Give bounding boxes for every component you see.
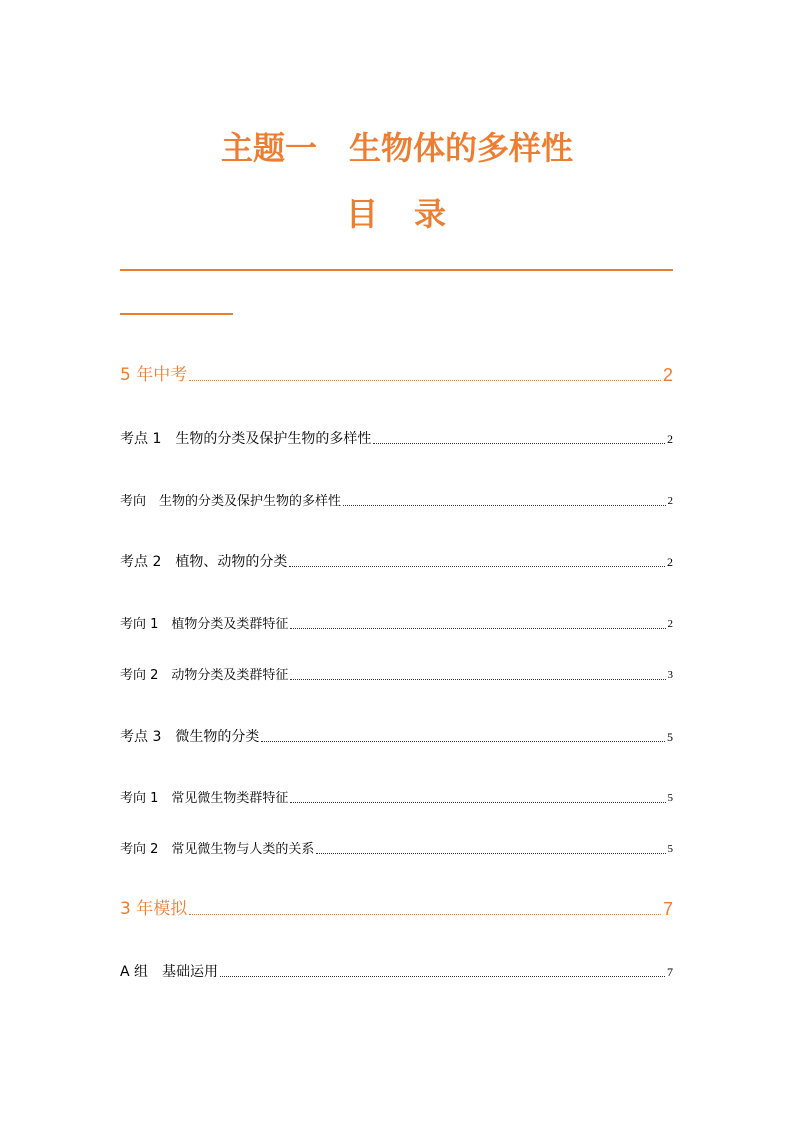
dot-leader: [189, 914, 661, 915]
divider-line-short: [120, 313, 233, 315]
toc-entry-page: 7: [667, 965, 673, 979]
toc-entry-label: 考向 2 常见微生物与人类的关系: [120, 842, 315, 857]
dot-leader: [343, 505, 665, 506]
toc-entry-direction[interactable]: [120, 667, 673, 684]
toc-entry-label: 3 年模拟: [120, 899, 188, 919]
toc-entry-label: 5 年中考: [120, 365, 188, 385]
dot-leader: [220, 976, 665, 977]
dot-leader: [289, 566, 665, 567]
toc-entry-label: 考向 1 植物分类及类群特征: [120, 617, 289, 632]
dot-leader: [290, 628, 665, 629]
toc-entry-page: 5: [667, 843, 673, 855]
toc-entry-page: 2: [667, 495, 673, 507]
toc-entry-page: 3: [667, 669, 673, 681]
dot-leader: [290, 802, 665, 803]
toc-entry-point[interactable]: [120, 553, 673, 571]
toc-entry-page: 2: [667, 618, 673, 630]
toc-entry-label: 考点 1 生物的分类及保护生物的多样性: [120, 431, 372, 447]
dot-leader: [189, 380, 661, 381]
toc-entry-page: 5: [667, 730, 673, 744]
toc-entry-point[interactable]: [120, 963, 673, 981]
toc-entry-point[interactable]: [120, 430, 673, 448]
toc-entry-direction[interactable]: [120, 790, 673, 807]
toc-entry-direction[interactable]: [120, 493, 673, 510]
divider-line: [120, 269, 673, 271]
toc-entry-section[interactable]: [120, 364, 673, 386]
toc-entry-label: 考向 生物的分类及保护生物的多样性: [120, 494, 342, 509]
dot-leader: [373, 443, 665, 444]
toc-entry-label: 考点 2 植物、动物的分类: [120, 554, 288, 570]
toc-entry-page: 7: [662, 899, 673, 919]
toc-entry-point[interactable]: [120, 728, 673, 746]
dot-leader: [316, 853, 665, 854]
toc-entry-page: 2: [662, 365, 673, 385]
toc-entry-page: 2: [667, 432, 673, 446]
toc-entry-page: 5: [667, 792, 673, 804]
toc-entry-label: A 组 基础运用: [120, 964, 219, 980]
toc-entry-label: 考点 3 微生物的分类: [120, 729, 260, 745]
dot-leader: [290, 679, 665, 680]
toc-entry-label: 考向 2 动物分类及类群特征: [120, 668, 289, 683]
toc-entry-label: 考向 1 常见微生物类群特征: [120, 791, 289, 806]
dot-leader: [261, 741, 665, 742]
toc-entry-page: 2: [667, 555, 673, 569]
toc-entry-direction[interactable]: [120, 841, 673, 858]
document-title: 主题一 生物体的多样性: [220, 129, 573, 167]
contents-heading: 目 录: [345, 195, 448, 233]
toc-entry-direction[interactable]: [120, 616, 673, 633]
toc-entry-section[interactable]: [120, 898, 673, 920]
